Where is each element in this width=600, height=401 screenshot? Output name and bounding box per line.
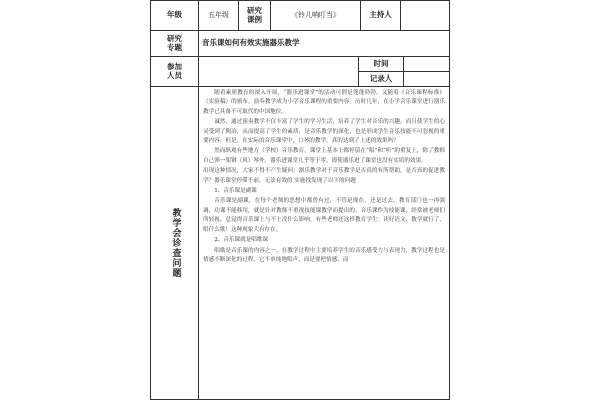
recorder-value[interactable] (404, 72, 449, 87)
diagnosis-paragraph: 诚然，通过演奏教学不仅丰富了学生的学习生活，培养了学生对音乐的兴趣，而且使学生的心灵受到了陶冶，从而提高了学生的素质，是音乐教学的深化，也是形成学生音乐技能不可忽视的重要内容。但是，在实际的音乐课堂中，口琴的教学，真的达到了上述的效果吗？ (203, 119, 445, 145)
lesson-value: 《铃儿响叮当》 (271, 1, 361, 31)
topic-value: 音乐课如何有效实施器乐教学 (199, 31, 449, 57)
topic-label-line1: 研究 (167, 34, 182, 44)
host-label: 主持人 (361, 1, 401, 31)
time-label: 时间 (359, 57, 404, 72)
diagnosis-paragraph: 音乐课是副课，在每个老师的思想中都曾有过，不管是现在，还是过去。教育部门也一再强调，功课不能移用，就是针对教师不重视技能课教学而提出的。音乐课作为技能课，经常被老师们所轻视，总觉得音乐课上与不上没什么影响，有些老师还这样教育学生：读好语文、数学就行了，唱什么歌！这种现象大有存在。 (203, 198, 445, 233)
diagnosis-paragraph: 唱歌是音乐课的内容之一，在教学过程中主要培养学生的音乐感受力与表现力，教学过程也是情感不断深化的过程，它不单纯地唱声，而是要把情感、而 (203, 247, 445, 263)
participants-label-line2: 人员 (167, 70, 182, 80)
topic-label-line2: 专题 (167, 42, 182, 52)
participants-label-line1: 参加 (167, 62, 182, 72)
lesson-label-line2: 课例 (247, 14, 262, 24)
participants-value[interactable] (199, 57, 359, 87)
diagnosis-body (199, 87, 449, 401)
topic-label (151, 31, 199, 57)
lesson-label-line1: 研究 (247, 6, 262, 16)
diagnosis-label: 教学会诊查问题 (170, 208, 181, 278)
recorder-label: 记录人 (359, 72, 404, 87)
grade-value: 五年级 (199, 1, 239, 31)
diagnosis-label-cell (151, 87, 199, 399)
diagnosis-paragraph: 随着素质教育的深入开展，“器乐进课堂”的活动可谓是蓬蓬勃勃。又随着《音乐课程标准》（实验稿）的颁布，演奏教学成为小学音乐课程的重要内容。历时几年，在小学音乐课堂进行器乐教学已具备不可取代的中国地位。 (203, 90, 445, 115)
diagnosis-paragraph: 然而纵观有些地方（学校）音乐教育，课堂上基本上都停留在“唱”和“听”的重复上，除了教师自己弹一架钢（风）琴外，器乐进课堂几乎等于零，即使器乐进了课堂也没有实质的效果。 (203, 148, 445, 164)
host-value[interactable] (401, 1, 449, 31)
diagnosis-subheading: 1、音乐课是副课 (214, 188, 257, 195)
time-value[interactable] (404, 57, 449, 72)
participants-label (151, 57, 199, 87)
diagnosis-subheading: 2、音乐课就是唱歌课 (214, 237, 269, 244)
lesson-label (239, 1, 271, 31)
diagnosis-paragraph: 出现这种情况，大家不得不产生疑问：器乐教学对于音乐教学是否真的有所帮助，是否真的促进教学？器乐课堂停滞不前，无法有效的 实施找发现了以下的问题 (203, 168, 445, 184)
lesson-record-table (150, 0, 450, 400)
grade-label: 年级 (151, 1, 199, 31)
